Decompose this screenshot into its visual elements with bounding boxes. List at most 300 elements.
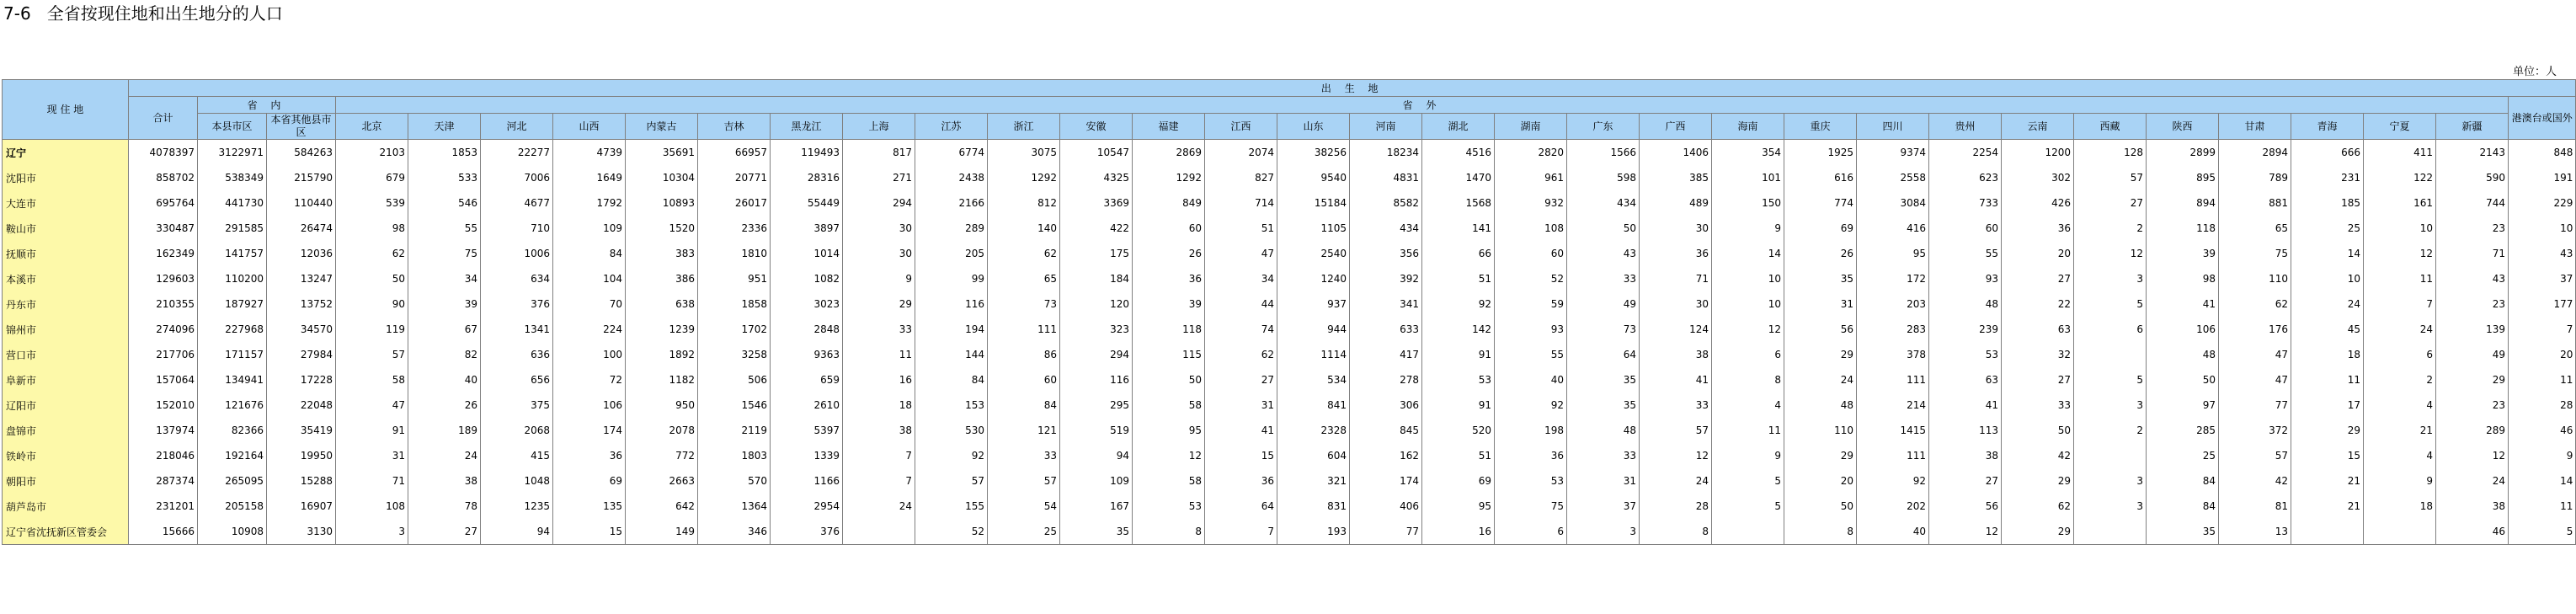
value-cell: 3075 <box>988 140 1060 166</box>
value-cell: 217706 <box>129 342 198 367</box>
value-cell: 27 <box>2002 367 2074 392</box>
value-cell: 27 <box>2002 266 2074 291</box>
header-province: 福建 <box>1133 114 1205 140</box>
row-name-cell: 鞍山市 <box>3 216 129 241</box>
value-cell: 45 <box>2291 317 2364 342</box>
value-cell: 539 <box>336 190 408 216</box>
value-cell: 48 <box>1784 392 1857 418</box>
value-cell: 157064 <box>129 367 198 392</box>
value-cell: 52 <box>915 519 988 545</box>
value-cell: 7006 <box>481 165 553 190</box>
value-cell: 231 <box>2291 165 2364 190</box>
value-cell: 291585 <box>198 216 267 241</box>
value-cell: 50 <box>336 266 408 291</box>
value-cell: 56 <box>1784 317 1857 342</box>
value-cell: 11 <box>2291 367 2364 392</box>
value-cell: 3 <box>2074 494 2147 519</box>
value-cell: 774 <box>1784 190 1857 216</box>
value-cell: 120 <box>1060 291 1133 317</box>
value-cell: 14 <box>2509 468 2576 494</box>
value-cell: 40 <box>408 367 481 392</box>
value-cell: 15666 <box>129 519 198 545</box>
value-cell: 26474 <box>267 216 336 241</box>
value-cell: 1858 <box>698 291 771 317</box>
value-cell: 1470 <box>1422 165 1495 190</box>
value-cell: 84 <box>988 392 1060 418</box>
value-cell: 733 <box>1929 190 2002 216</box>
value-cell: 10893 <box>626 190 698 216</box>
header-province: 江苏 <box>915 114 988 140</box>
value-cell: 153 <box>915 392 988 418</box>
value-cell: 23 <box>2436 291 2509 317</box>
header-province: 海南 <box>1712 114 1784 140</box>
value-cell: 50 <box>1133 367 1205 392</box>
row-name-cell: 丹东市 <box>3 291 129 317</box>
value-cell: 62 <box>2219 291 2291 317</box>
value-cell: 341 <box>1350 291 1422 317</box>
value-cell: 59 <box>1495 291 1567 317</box>
value-cell: 894 <box>2147 190 2219 216</box>
value-cell: 60 <box>988 367 1060 392</box>
value-cell: 3 <box>1567 519 1640 545</box>
value-cell: 12 <box>1133 443 1205 468</box>
value-cell: 9 <box>2509 443 2576 468</box>
value-cell: 3897 <box>771 216 843 241</box>
table-row <box>3 140 2576 166</box>
value-cell: 372 <box>2219 418 2291 443</box>
value-cell: 32 <box>2002 342 2074 367</box>
value-cell: 30 <box>843 216 915 241</box>
value-cell: 137974 <box>129 418 198 443</box>
value-cell: 356 <box>1350 241 1422 266</box>
value-cell: 214 <box>1857 392 1929 418</box>
value-cell: 43 <box>2436 266 2509 291</box>
value-cell: 10 <box>2364 216 2436 241</box>
value-cell: 546 <box>408 190 481 216</box>
value-cell: 3130 <box>267 519 336 545</box>
value-cell: 24 <box>408 443 481 468</box>
value-cell: 411 <box>2364 140 2436 166</box>
value-cell: 1182 <box>626 367 698 392</box>
value-cell: 95 <box>1857 241 1929 266</box>
row-name-cell: 营口市 <box>3 342 129 367</box>
value-cell: 14 <box>1712 241 1784 266</box>
row-name-cell: 朝阳市 <box>3 468 129 494</box>
value-cell: 598 <box>1567 165 1640 190</box>
value-cell: 205158 <box>198 494 267 519</box>
value-cell: 77 <box>2219 392 2291 418</box>
value-cell: 227968 <box>198 317 267 342</box>
value-cell: 2166 <box>915 190 988 216</box>
value-cell: 56 <box>1929 494 2002 519</box>
value-cell: 189 <box>408 418 481 443</box>
value-cell: 29 <box>1784 443 1857 468</box>
value-cell: 155 <box>915 494 988 519</box>
value-cell: 321 <box>1277 468 1350 494</box>
value-cell: 95 <box>1133 418 1205 443</box>
value-cell: 78 <box>408 494 481 519</box>
value-cell: 354 <box>1712 140 1784 166</box>
value-cell: 10 <box>1712 266 1784 291</box>
value-cell: 7 <box>843 443 915 468</box>
value-cell: 2 <box>2074 418 2147 443</box>
value-cell: 623 <box>1929 165 2002 190</box>
value-cell: 1082 <box>771 266 843 291</box>
value-cell: 73 <box>988 291 1060 317</box>
value-cell: 36 <box>1495 443 1567 468</box>
value-cell: 224 <box>553 317 626 342</box>
value-cell: 11 <box>2509 494 2576 519</box>
value-cell: 25 <box>988 519 1060 545</box>
value-cell: 1006 <box>481 241 553 266</box>
value-cell: 35 <box>1060 519 1133 545</box>
value-cell: 95 <box>1422 494 1495 519</box>
value-cell: 35 <box>1567 367 1640 392</box>
value-cell: 91 <box>1422 392 1495 418</box>
value-cell: 16 <box>843 367 915 392</box>
value-cell: 46 <box>2436 519 2509 545</box>
value-cell: 306 <box>1350 392 1422 418</box>
value-cell: 36 <box>1133 266 1205 291</box>
value-cell: 98 <box>2147 266 2219 291</box>
value-cell: 944 <box>1277 317 1350 342</box>
row-name-cell: 辽阳市 <box>3 392 129 418</box>
row-name-cell: 阜新市 <box>3 367 129 392</box>
value-cell: 124 <box>1640 317 1712 342</box>
header-province: 内蒙古 <box>626 114 698 140</box>
value-cell: 48 <box>1929 291 2002 317</box>
value-cell: 1292 <box>988 165 1060 190</box>
value-cell: 8 <box>1640 519 1712 545</box>
value-cell: 51 <box>1422 443 1495 468</box>
value-cell: 75 <box>1495 494 1567 519</box>
value-cell: 2336 <box>698 216 771 241</box>
value-cell: 109 <box>553 216 626 241</box>
value-cell: 6 <box>1712 342 1784 367</box>
value-cell: 4078397 <box>129 140 198 166</box>
value-cell: 118 <box>2147 216 2219 241</box>
value-cell: 57 <box>988 468 1060 494</box>
value-cell: 110200 <box>198 266 267 291</box>
value-cell: 604 <box>1277 443 1350 468</box>
value-cell: 2078 <box>626 418 698 443</box>
value-cell: 1810 <box>698 241 771 266</box>
header-province: 江西 <box>1205 114 1277 140</box>
value-cell: 39 <box>408 291 481 317</box>
value-cell: 47 <box>2219 367 2291 392</box>
value-cell: 12 <box>1929 519 2002 545</box>
value-cell: 41 <box>2147 291 2219 317</box>
value-cell: 18 <box>2364 494 2436 519</box>
value-cell: 1520 <box>626 216 698 241</box>
value-cell: 218046 <box>129 443 198 468</box>
value-cell: 1702 <box>698 317 771 342</box>
value-cell: 932 <box>1495 190 1567 216</box>
value-cell: 426 <box>2002 190 2074 216</box>
value-cell: 69 <box>553 468 626 494</box>
value-cell: 506 <box>698 367 771 392</box>
value-cell: 36 <box>1640 241 1712 266</box>
value-cell: 47 <box>336 392 408 418</box>
row-name-cell: 沈阳市 <box>3 165 129 190</box>
value-cell: 106 <box>553 392 626 418</box>
value-cell: 115 <box>1133 342 1205 367</box>
value-cell: 4 <box>1712 392 1784 418</box>
value-cell: 1114 <box>1277 342 1350 367</box>
value-cell: 4325 <box>1060 165 1133 190</box>
value-cell: 12 <box>2364 241 2436 266</box>
value-cell: 33 <box>843 317 915 342</box>
value-cell: 22 <box>2002 291 2074 317</box>
value-cell: 35691 <box>626 140 698 166</box>
value-cell: 35 <box>2147 519 2219 545</box>
value-cell: 1892 <box>626 342 698 367</box>
value-cell: 21 <box>2364 418 2436 443</box>
value-cell: 13 <box>2219 519 2291 545</box>
value-cell: 140 <box>988 216 1060 241</box>
value-cell: 636 <box>481 342 553 367</box>
header-birthplace: 出 生 地 <box>129 80 2576 97</box>
value-cell: 3 <box>2074 392 2147 418</box>
value-cell: 57 <box>1640 418 1712 443</box>
value-cell: 39 <box>1133 291 1205 317</box>
value-cell: 817 <box>843 140 915 166</box>
value-cell: 23 <box>2436 392 2509 418</box>
value-cell: 203 <box>1857 291 1929 317</box>
header-same-county: 本县市区 <box>198 114 267 140</box>
value-cell: 106 <box>2147 317 2219 342</box>
value-cell: 744 <box>2436 190 2509 216</box>
value-cell: 3 <box>2074 468 2147 494</box>
value-cell: 29 <box>2436 367 2509 392</box>
value-cell: 7 <box>2509 317 2576 342</box>
value-cell: 2540 <box>1277 241 1350 266</box>
value-cell: 12 <box>1712 317 1784 342</box>
table-row <box>3 317 2576 342</box>
value-cell: 72 <box>553 367 626 392</box>
value-cell: 4831 <box>1350 165 1422 190</box>
value-cell: 638 <box>626 291 698 317</box>
value-cell: 24 <box>843 494 915 519</box>
value-cell: 24 <box>2364 317 2436 342</box>
value-cell: 772 <box>626 443 698 468</box>
value-cell: 616 <box>1784 165 1857 190</box>
value-cell: 21 <box>2291 468 2364 494</box>
value-cell: 406 <box>1350 494 1422 519</box>
value-cell: 831 <box>1277 494 1350 519</box>
value-cell: 30 <box>1640 216 1712 241</box>
value-cell: 38 <box>1929 443 2002 468</box>
value-cell: 392 <box>1350 266 1422 291</box>
value-cell: 416 <box>1857 216 1929 241</box>
value-cell: 827 <box>1205 165 1277 190</box>
value-cell: 3 <box>2074 266 2147 291</box>
value-cell: 231201 <box>129 494 198 519</box>
value-cell: 28 <box>2509 392 2576 418</box>
value-cell: 81 <box>2219 494 2291 519</box>
value-cell: 415 <box>481 443 553 468</box>
value-cell: 283 <box>1857 317 1929 342</box>
value-cell: 187927 <box>198 291 267 317</box>
value-cell <box>2074 342 2147 367</box>
value-cell: 108 <box>336 494 408 519</box>
value-cell: 1925 <box>1784 140 1857 166</box>
header-row-1 <box>3 80 2576 97</box>
value-cell: 386 <box>626 266 698 291</box>
header-province: 四川 <box>1857 114 1929 140</box>
header-province: 云南 <box>2002 114 2074 140</box>
value-cell: 34 <box>408 266 481 291</box>
value-cell: 848 <box>2509 140 2576 166</box>
value-cell: 18 <box>2291 342 2364 367</box>
value-cell: 41 <box>1205 418 1277 443</box>
value-cell: 94 <box>1060 443 1133 468</box>
value-cell: 2254 <box>1929 140 2002 166</box>
value-cell: 1292 <box>1133 165 1205 190</box>
value-cell: 375 <box>481 392 553 418</box>
value-cell: 20 <box>1784 468 1857 494</box>
value-cell: 271 <box>843 165 915 190</box>
value-cell: 121676 <box>198 392 267 418</box>
value-cell: 6 <box>2364 342 2436 367</box>
value-cell: 34570 <box>267 317 336 342</box>
value-cell: 15 <box>2291 443 2364 468</box>
value-cell: 858702 <box>129 165 198 190</box>
table-row <box>3 392 2576 418</box>
value-cell: 119 <box>336 317 408 342</box>
value-cell: 27 <box>1929 468 2002 494</box>
value-cell: 3369 <box>1060 190 1133 216</box>
value-cell: 38 <box>843 418 915 443</box>
value-cell: 53 <box>1495 468 1567 494</box>
value-cell: 42 <box>2219 468 2291 494</box>
row-name-cell: 锦州市 <box>3 317 129 342</box>
header-row-2 <box>3 97 2576 114</box>
value-cell: 961 <box>1495 165 1567 190</box>
value-cell: 54 <box>988 494 1060 519</box>
value-cell: 18 <box>843 392 915 418</box>
value-cell: 2848 <box>771 317 843 342</box>
value-cell: 62 <box>988 241 1060 266</box>
value-cell: 30 <box>1640 291 1712 317</box>
value-cell: 1341 <box>481 317 553 342</box>
value-cell: 881 <box>2219 190 2291 216</box>
value-cell: 53 <box>1133 494 1205 519</box>
table-row <box>3 519 2576 545</box>
value-cell: 533 <box>408 165 481 190</box>
value-cell: 8582 <box>1350 190 1422 216</box>
value-cell: 659 <box>771 367 843 392</box>
value-cell: 519 <box>1060 418 1133 443</box>
value-cell: 10 <box>1712 291 1784 317</box>
value-cell: 5 <box>1712 494 1784 519</box>
value-cell: 679 <box>336 165 408 190</box>
value-cell: 84 <box>553 241 626 266</box>
value-cell: 36 <box>2002 216 2074 241</box>
value-cell: 63 <box>2002 317 2074 342</box>
value-cell: 86 <box>988 342 1060 367</box>
row-name-cell: 辽宁省沈抚新区管委会 <box>3 519 129 545</box>
value-cell: 1803 <box>698 443 771 468</box>
value-cell: 4516 <box>1422 140 1495 166</box>
value-cell: 26 <box>408 392 481 418</box>
value-cell: 849 <box>1133 190 1205 216</box>
value-cell: 3258 <box>698 342 771 367</box>
value-cell: 7 <box>2364 291 2436 317</box>
value-cell: 77 <box>1350 519 1422 545</box>
value-cell: 2899 <box>2147 140 2219 166</box>
header-province: 吉林 <box>698 114 771 140</box>
value-cell: 25 <box>2147 443 2219 468</box>
value-cell: 38 <box>1640 342 1712 367</box>
value-cell: 31 <box>1205 392 1277 418</box>
value-cell: 94 <box>481 519 553 545</box>
value-cell: 19950 <box>267 443 336 468</box>
value-cell: 64 <box>1567 342 1640 367</box>
value-cell: 2 <box>2364 367 2436 392</box>
header-province: 广西 <box>1640 114 1712 140</box>
value-cell: 274096 <box>129 317 198 342</box>
value-cell: 2954 <box>771 494 843 519</box>
value-cell: 82366 <box>198 418 267 443</box>
value-cell: 36 <box>1205 468 1277 494</box>
value-cell: 71 <box>2436 241 2509 266</box>
table-row <box>3 443 2576 468</box>
value-cell: 15 <box>1205 443 1277 468</box>
table-row <box>3 190 2576 216</box>
value-cell: 65 <box>2219 216 2291 241</box>
value-cell: 29 <box>843 291 915 317</box>
header-row-3 <box>3 114 2576 140</box>
value-cell: 35419 <box>267 418 336 443</box>
value-cell: 9374 <box>1857 140 1929 166</box>
value-cell: 128 <box>2074 140 2147 166</box>
value-cell: 1415 <box>1857 418 1929 443</box>
value-cell: 4 <box>2364 443 2436 468</box>
row-name-cell: 本溪市 <box>3 266 129 291</box>
value-cell: 2103 <box>336 140 408 166</box>
value-cell: 119493 <box>771 140 843 166</box>
table-title: 7-6 全省按现住地和出生地分的人口 <box>3 3 283 24</box>
value-cell: 422 <box>1060 216 1133 241</box>
value-cell: 3 <box>336 519 408 545</box>
header-residence: 现 住 地 <box>3 80 129 140</box>
value-cell: 141757 <box>198 241 267 266</box>
value-cell: 100 <box>553 342 626 367</box>
value-cell: 43 <box>2509 241 2576 266</box>
table-row <box>3 241 2576 266</box>
value-cell <box>1712 519 1784 545</box>
value-cell: 2068 <box>481 418 553 443</box>
row-name-cell: 抚顺市 <box>3 241 129 266</box>
header-province: 山西 <box>553 114 626 140</box>
value-cell: 55 <box>1929 241 2002 266</box>
value-cell: 2 <box>2074 216 2147 241</box>
value-cell: 2663 <box>626 468 698 494</box>
value-cell: 33 <box>1567 266 1640 291</box>
value-cell: 15288 <box>267 468 336 494</box>
value-cell: 48 <box>1567 418 1640 443</box>
value-cell: 7 <box>1205 519 1277 545</box>
header-province: 河南 <box>1350 114 1422 140</box>
header-province: 湖南 <box>1495 114 1567 140</box>
value-cell: 111 <box>988 317 1060 342</box>
value-cell: 378 <box>1857 342 1929 367</box>
value-cell: 1649 <box>553 165 626 190</box>
value-cell: 58 <box>336 367 408 392</box>
row-name-cell: 葫芦岛市 <box>3 494 129 519</box>
value-cell: 1239 <box>626 317 698 342</box>
